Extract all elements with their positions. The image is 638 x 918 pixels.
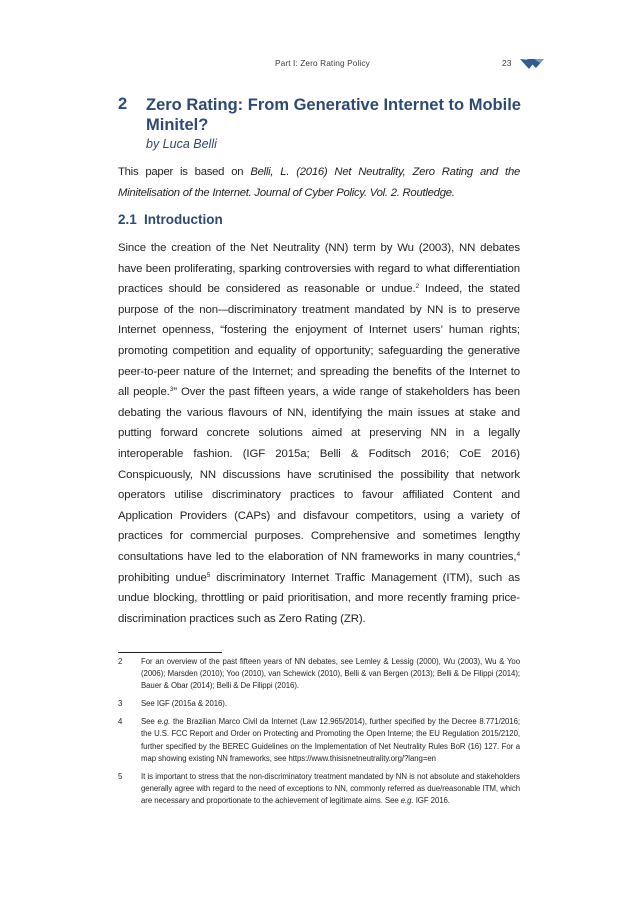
footnote-emphasis: e.g. [400,795,414,805]
footnote-ref[interactable]: 3 [169,386,174,394]
page-number: 23 [502,58,512,68]
footnote [118,698,520,710]
body-text-part: discriminatory Internet Traffic Management (ITM), such as undue blocking, throttling or paid prioritisation, and more recently framing price-discrimination practices such as Zero Rating (ZR). [118,571,521,625]
footnote-number: 2 [118,657,123,666]
source-note-prefix: This paper is based on [118,166,251,178]
section-heading [118,212,223,227]
footnotes [118,656,520,813]
footnote-ref[interactable]: 4 [516,550,520,558]
body-paragraph [118,238,520,629]
footnote-divider [118,652,222,653]
chapter-title: Zero Rating: From Generative Internet to Mobile Minitel? [146,96,521,134]
source-note [118,162,520,203]
footnote-ref[interactable]: 2 [415,283,420,291]
running-title: Part I: Zero Rating Policy [275,58,370,68]
footnote [118,716,520,764]
footnote-emphasis: e.g. [157,717,171,727]
page-header [0,55,638,71]
footnote-number: 3 [118,699,123,709]
body-text-part: Indeed, the stated purpose of the non-–discriminatory treatment mandated by NN is to preserve Internet openness, “fostering the enjoyment of Internet users’ human rights; promoting competition and equality of opportunity; safeguarding the generative peer-to-peer nature of the Internet; and spreading the benefits of the Internet to all people. [118,283,521,399]
footnote-text-suffix: IGF 2016. [413,795,450,805]
footnote-number: 4 [118,717,123,727]
footnote-text: See IGF (2015a & 2016). [141,699,227,709]
footnote-text: For an overview of the past fifteen years of NN debates, see Lemley & Lessig (2000), Wu (2003), Wu & Yoo (2006); Marsden (2010); Yoo (2010), van Schewick (2010), Belli & van Bergen (2013); Belli & De Filippi (2014); Bauer & Obar (2014); Belli & De Filippi (2016). [141,657,520,691]
footnote-ref[interactable]: 5 [206,571,211,579]
chapter-number: 2 [118,95,128,113]
footnote [118,656,520,692]
chapter-author: by Luca Belli [146,137,217,151]
publisher-chevron-logo-icon [519,55,545,73]
section-number: 2.1 [118,212,137,227]
footnote-number: 5 [118,771,123,781]
body-text-part: ” Over the past fifteen years, a wide range of stakeholders has been debating the various flavours of NN, identifying the main issues at stake and putting forward concrete solutions aimed at preserving NN in a legally interoperable fashion. (IGF 2015a; Belli & Foditsch 2016; CoE 2016) Conspicuously, NN discussions have scrutinised the possibility that network operators utilise discriminatory practices to favour affiliated Content and Application Providers (CAPs) and disfavour competitors, using a variety of practices for commercial purposes. Comprehensive and sometimes lengthy consultations have led to the elaboration of NN frameworks in many countries, [118,386,520,563]
body-text-part: prohibiting undue [118,571,207,584]
footnote [118,771,520,807]
footnote-text: the Brazilian Marco Civil da Internet (Law 12.965/2014), further specified by the Decree 8.771/2016; the U.S. FCC Report and Order on Protecting and Promoting the Open Interne; the EU Regulation 2015/2120, further specified by the BEREC Guidelines on the Implementation of Net Neutrality Rules BoR (16) 127. For a map showing existing NN frameworks, see https://www.thisisnetneutrality.org/?lang=en [141,717,520,763]
body-text-part: Since the creation of the Net Neutrality (NN) term by Wu (2003), NN debates have been proliferating, sparking controversies with regard to what differentiation practices should be considered as reasonable or undue. [118,242,520,296]
footnote-text: It is important to stress that the non-discriminatory treatment mandated by NN is not absolute and stakeholders generally agree with regard to the need of exceptions to NN, commonly referred as due/reasonable ITM, which are necessary and proportionate to the achievement of legitimate aims. See [141,771,520,805]
section-title: Introduction [144,212,223,227]
footnote-text-prefix: See [141,717,158,727]
source-citation: Belli, L. (2016) Net Neutrality, Zero Rating and the Minitelisation of the Internet. Journal of Cyber Policy. Vol. 2. Routledge. [118,166,521,199]
